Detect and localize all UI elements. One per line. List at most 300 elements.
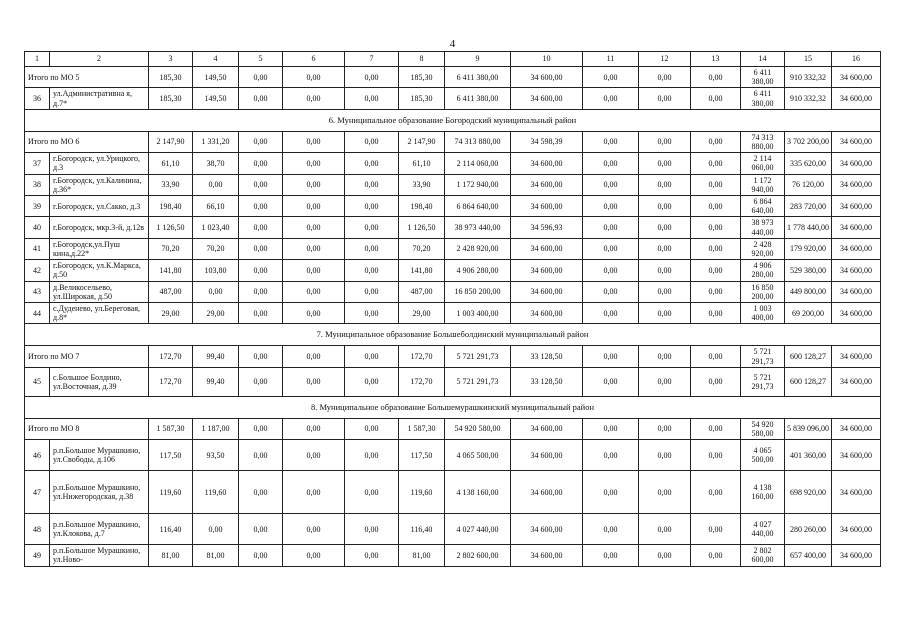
value-cell: 34 600,00	[511, 545, 583, 566]
value-cell: 29,00	[193, 303, 239, 324]
value-cell: 0,00	[583, 260, 639, 281]
column-number-header: 1	[25, 52, 50, 67]
total-value-cell: 0,00	[583, 346, 639, 367]
total-value-cell: 99,40	[193, 346, 239, 367]
row-number: 45	[25, 367, 50, 396]
total-value-cell: 910 332,32	[785, 67, 832, 88]
total-value-cell: 185,30	[149, 67, 193, 88]
column-number-header: 13	[691, 52, 741, 67]
value-cell: 38,70	[193, 153, 239, 174]
total-value-cell: 0,00	[691, 418, 741, 439]
value-cell: 1 126,50	[149, 217, 193, 238]
value-cell: 33,90	[149, 174, 193, 195]
value-cell: 69 200,00	[785, 303, 832, 324]
value-cell: 119,60	[399, 471, 445, 514]
row-number: 40	[25, 217, 50, 238]
total-value-cell: 74 313 880,00	[445, 131, 511, 152]
value-cell: 0,00	[239, 174, 283, 195]
building-address: г.Богородск, ул.Калинина, д.36*	[50, 174, 149, 195]
value-cell: 0,00	[345, 260, 399, 281]
value-cell: 34 600,00	[511, 303, 583, 324]
building-row	[25, 514, 881, 545]
value-cell: 0,00	[239, 471, 283, 514]
value-cell: 0,00	[583, 217, 639, 238]
total-value-cell: 34 600,00	[511, 67, 583, 88]
value-cell: 29,00	[149, 303, 193, 324]
value-cell: 0,00	[345, 196, 399, 217]
value-cell: 0,00	[639, 196, 691, 217]
value-cell: 0,00	[345, 174, 399, 195]
value-cell: 34 600,00	[832, 217, 881, 238]
municipality-total-row	[25, 346, 881, 367]
value-cell: 0,00	[345, 545, 399, 566]
value-cell: 119,60	[193, 471, 239, 514]
total-label: Итого по МО 6	[25, 131, 149, 152]
value-cell: 4 906 280,00	[741, 260, 785, 281]
building-address: р.п.Большое Мурашкино, ул.Нижегородская, д.38	[50, 471, 149, 514]
total-value-cell: 0,00	[583, 67, 639, 88]
building-row	[25, 196, 881, 217]
value-cell: 198,40	[149, 196, 193, 217]
value-cell: 0,00	[639, 281, 691, 302]
total-value-cell: 0,00	[239, 418, 283, 439]
value-cell: 0,00	[239, 153, 283, 174]
total-value-cell: 1 187,00	[193, 418, 239, 439]
total-value-cell: 172,70	[399, 346, 445, 367]
column-number-header: 14	[741, 52, 785, 67]
building-row	[25, 303, 881, 324]
column-number-header: 12	[639, 52, 691, 67]
value-cell: 81,00	[193, 545, 239, 566]
value-cell: 4 027 440,00	[741, 514, 785, 545]
value-cell: 1 172 940,00	[445, 174, 511, 195]
value-cell: 0,00	[583, 281, 639, 302]
value-cell: 0,00	[283, 303, 345, 324]
value-cell: 1 172 940,00	[741, 174, 785, 195]
column-number-header: 15	[785, 52, 832, 67]
value-cell: 2 114 060,00	[445, 153, 511, 174]
value-cell: 0,00	[239, 196, 283, 217]
value-cell: 34 600,00	[832, 471, 881, 514]
value-cell: 0,00	[691, 174, 741, 195]
row-number: 38	[25, 174, 50, 195]
value-cell: 0,00	[345, 471, 399, 514]
value-cell: 66,10	[193, 196, 239, 217]
value-cell: 2 802 600,00	[741, 545, 785, 566]
value-cell: 0,00	[193, 174, 239, 195]
column-number-header: 7	[345, 52, 399, 67]
value-cell: 0,00	[639, 153, 691, 174]
value-cell: 1 003 400,00	[445, 303, 511, 324]
value-cell: 0,00	[639, 260, 691, 281]
value-cell: 34 600,00	[832, 545, 881, 566]
value-cell: 1 023,40	[193, 217, 239, 238]
value-cell: 0,00	[239, 217, 283, 238]
total-value-cell: 0,00	[345, 418, 399, 439]
building-address: ул.Административна я, д.7*	[50, 88, 149, 109]
value-cell: 283 720,00	[785, 196, 832, 217]
building-address: р.п.Большое Мурашкино, ул.Ново-	[50, 545, 149, 566]
section-title: 8. Муниципальное образование Большемурашкинский муниципальный район	[25, 396, 881, 418]
total-value-cell: 1 587,30	[149, 418, 193, 439]
value-cell: 93,50	[193, 440, 239, 471]
total-value-cell: 34 600,00	[832, 346, 881, 367]
value-cell: 4 065 500,00	[445, 440, 511, 471]
value-cell: 1 003 400,00	[741, 303, 785, 324]
row-number: 41	[25, 238, 50, 259]
value-cell: 335 620,00	[785, 153, 832, 174]
value-cell: 34 600,00	[511, 174, 583, 195]
value-cell: 600 128,27	[785, 367, 832, 396]
building-row	[25, 88, 881, 109]
value-cell: 0,00	[691, 303, 741, 324]
total-value-cell: 3 702 200,00	[785, 131, 832, 152]
value-cell: 117,50	[149, 440, 193, 471]
row-number: 49	[25, 545, 50, 566]
value-cell: 76 120,00	[785, 174, 832, 195]
value-cell: 34 600,00	[832, 238, 881, 259]
value-cell: 0,00	[239, 514, 283, 545]
row-number: 42	[25, 260, 50, 281]
section-heading-row	[25, 396, 881, 418]
total-value-cell: 6 411 380,00	[445, 67, 511, 88]
total-value-cell: 0,00	[691, 67, 741, 88]
value-cell: 0,00	[583, 440, 639, 471]
value-cell: 0,00	[283, 260, 345, 281]
total-value-cell: 600 128,27	[785, 346, 832, 367]
value-cell: 0,00	[345, 88, 399, 109]
value-cell: 0,00	[345, 367, 399, 396]
row-number: 47	[25, 471, 50, 514]
total-value-cell: 0,00	[639, 131, 691, 152]
value-cell: 141,80	[399, 260, 445, 281]
total-value-cell: 0,00	[345, 67, 399, 88]
total-value-cell: 54 920 580,00	[741, 418, 785, 439]
total-value-cell: 33 128,50	[511, 346, 583, 367]
total-value-cell: 34 600,00	[832, 131, 881, 152]
value-cell: 6 411 380,00	[445, 88, 511, 109]
value-cell: 34 600,00	[832, 88, 881, 109]
building-row	[25, 217, 881, 238]
value-cell: 0,00	[283, 217, 345, 238]
building-row	[25, 545, 881, 566]
total-value-cell: 74 313 880,00	[741, 131, 785, 152]
value-cell: 117,50	[399, 440, 445, 471]
row-number: 43	[25, 281, 50, 302]
value-cell: 34 600,00	[832, 303, 881, 324]
total-value-cell: 5 721 291,73	[741, 346, 785, 367]
value-cell: 0,00	[583, 88, 639, 109]
value-cell: 185,30	[149, 88, 193, 109]
value-cell: 0,00	[691, 545, 741, 566]
value-cell: 61,10	[399, 153, 445, 174]
value-cell: 0,00	[345, 238, 399, 259]
value-cell: 16 850 200,00	[445, 281, 511, 302]
value-cell: 34 600,00	[511, 153, 583, 174]
value-cell: 0,00	[583, 174, 639, 195]
building-address: г.Богородск, ул.К.Маркса, д.50	[50, 260, 149, 281]
building-address: р.п.Большое Мурашкино, ул.Свободы, д.106	[50, 440, 149, 471]
row-number: 36	[25, 88, 50, 109]
building-row	[25, 281, 881, 302]
total-value-cell: 5 721 291,73	[445, 346, 511, 367]
value-cell: 0,00	[639, 367, 691, 396]
value-cell: 0,00	[691, 281, 741, 302]
value-cell: 1 778 440,00	[785, 217, 832, 238]
total-value-cell: 149,50	[193, 67, 239, 88]
total-value-cell: 0,00	[583, 131, 639, 152]
value-cell: 0,00	[345, 281, 399, 302]
value-cell: 0,00	[283, 88, 345, 109]
value-cell: 0,00	[583, 545, 639, 566]
value-cell: 34 600,00	[511, 88, 583, 109]
value-cell: 0,00	[239, 238, 283, 259]
value-cell: 34 600,00	[511, 440, 583, 471]
value-cell: 4 027 440,00	[445, 514, 511, 545]
value-cell: 0,00	[583, 303, 639, 324]
section-heading-row	[25, 324, 881, 346]
value-cell: 4 138 160,00	[445, 471, 511, 514]
total-value-cell: 6 411 380,00	[741, 67, 785, 88]
column-number-header: 10	[511, 52, 583, 67]
total-value-cell: 1 331,20	[193, 131, 239, 152]
value-cell: 198,40	[399, 196, 445, 217]
value-cell: 34 600,00	[511, 260, 583, 281]
value-cell: 0,00	[283, 281, 345, 302]
value-cell: 34 600,00	[511, 514, 583, 545]
municipality-total-row	[25, 67, 881, 88]
building-row	[25, 440, 881, 471]
value-cell: 70,20	[149, 238, 193, 259]
value-cell: 0,00	[345, 514, 399, 545]
total-label: Итого по МО 8	[25, 418, 149, 439]
value-cell: 34 600,00	[511, 281, 583, 302]
value-cell: 0,00	[639, 303, 691, 324]
value-cell: 0,00	[691, 260, 741, 281]
total-value-cell: 2 147,90	[399, 131, 445, 152]
value-cell: 0,00	[239, 281, 283, 302]
value-cell: 38 973 440,00	[445, 217, 511, 238]
value-cell: 0,00	[639, 440, 691, 471]
value-cell: 6 864 640,00	[741, 196, 785, 217]
value-cell: 38 973 440,00	[741, 217, 785, 238]
value-cell: 0,00	[239, 367, 283, 396]
total-value-cell: 34 600,00	[832, 67, 881, 88]
total-value-cell: 34 600,00	[832, 418, 881, 439]
value-cell: 529 380,00	[785, 260, 832, 281]
value-cell: 0,00	[583, 471, 639, 514]
value-cell: 34 600,00	[511, 238, 583, 259]
total-value-cell: 0,00	[345, 346, 399, 367]
value-cell: 0,00	[691, 153, 741, 174]
value-cell: 0,00	[239, 88, 283, 109]
total-value-cell: 0,00	[691, 346, 741, 367]
column-number-header: 6	[283, 52, 345, 67]
total-value-cell: 5 839 096,00	[785, 418, 832, 439]
value-cell: 0,00	[239, 545, 283, 566]
value-cell: 4 138 160,00	[741, 471, 785, 514]
value-cell: 141,80	[149, 260, 193, 281]
total-value-cell: 0,00	[583, 418, 639, 439]
building-row	[25, 238, 881, 259]
total-label: Итого по МО 7	[25, 346, 149, 367]
value-cell: 0,00	[239, 260, 283, 281]
total-value-cell: 0,00	[283, 131, 345, 152]
value-cell: 0,00	[691, 471, 741, 514]
total-value-cell: 0,00	[283, 67, 345, 88]
row-number: 48	[25, 514, 50, 545]
value-cell: 34 600,00	[511, 471, 583, 514]
building-row	[25, 367, 881, 396]
value-cell: 487,00	[149, 281, 193, 302]
value-cell: 34 600,00	[511, 196, 583, 217]
table-header-row	[25, 52, 881, 67]
total-value-cell: 34 600,00	[511, 418, 583, 439]
value-cell: 0,00	[583, 153, 639, 174]
value-cell: 401 360,00	[785, 440, 832, 471]
value-cell: 0,00	[345, 153, 399, 174]
value-cell: 0,00	[239, 440, 283, 471]
total-value-cell: 0,00	[239, 131, 283, 152]
total-value-cell: 0,00	[239, 346, 283, 367]
total-value-cell: 34 598,39	[511, 131, 583, 152]
row-number: 44	[25, 303, 50, 324]
value-cell: 70,20	[399, 238, 445, 259]
value-cell: 2 802 600,00	[445, 545, 511, 566]
value-cell: 2 114 060,00	[741, 153, 785, 174]
value-cell: 0,00	[691, 367, 741, 396]
value-cell: 81,00	[149, 545, 193, 566]
total-value-cell: 0,00	[283, 418, 345, 439]
value-cell: 449 800,00	[785, 281, 832, 302]
value-cell: 0,00	[639, 514, 691, 545]
value-cell: 0,00	[583, 514, 639, 545]
value-cell: 280 260,00	[785, 514, 832, 545]
building-address: с.Дуденево, ул.Береговая, д.8*	[50, 303, 149, 324]
value-cell: 910 332,32	[785, 88, 832, 109]
municipality-total-row	[25, 131, 881, 152]
value-cell: 0,00	[193, 514, 239, 545]
value-cell: 179 920,00	[785, 238, 832, 259]
value-cell: 0,00	[639, 174, 691, 195]
total-value-cell: 0,00	[691, 131, 741, 152]
value-cell: 0,00	[583, 196, 639, 217]
column-number-header: 2	[50, 52, 149, 67]
value-cell: 34 600,00	[832, 367, 881, 396]
value-cell: 149,50	[193, 88, 239, 109]
value-cell: 487,00	[399, 281, 445, 302]
value-cell: 4 065 500,00	[741, 440, 785, 471]
building-address: с.Большое Болдино, ул.Восточная, д.39	[50, 367, 149, 396]
building-address: д.Великосельево, ул.Широкая, д.50	[50, 281, 149, 302]
total-value-cell: 172,70	[149, 346, 193, 367]
value-cell: 0,00	[193, 281, 239, 302]
value-cell: 34 600,00	[832, 281, 881, 302]
value-cell: 34 600,00	[832, 514, 881, 545]
value-cell: 33,90	[399, 174, 445, 195]
value-cell: 0,00	[639, 471, 691, 514]
value-cell: 34 600,00	[832, 440, 881, 471]
value-cell: 0,00	[345, 440, 399, 471]
value-cell: 103,80	[193, 260, 239, 281]
section-heading-row	[25, 109, 881, 131]
value-cell: 0,00	[639, 545, 691, 566]
building-row	[25, 174, 881, 195]
row-number: 39	[25, 196, 50, 217]
total-value-cell: 1 587,30	[399, 418, 445, 439]
building-address: г.Богородск, мкр.3-й, д.12в	[50, 217, 149, 238]
total-value-cell: 0,00	[345, 131, 399, 152]
total-value-cell: 0,00	[639, 67, 691, 88]
value-cell: 29,00	[399, 303, 445, 324]
value-cell: 6 411 380,00	[741, 88, 785, 109]
value-cell: 0,00	[283, 545, 345, 566]
section-title: 6. Муниципальное образование Богородский муниципальный район	[25, 109, 881, 131]
building-row	[25, 260, 881, 281]
value-cell: 4 906 280,00	[445, 260, 511, 281]
building-address: г.Богородск, ул.Сакко, д.3	[50, 196, 149, 217]
value-cell: 99,40	[193, 367, 239, 396]
value-cell: 172,70	[399, 367, 445, 396]
value-cell: 657 400,00	[785, 545, 832, 566]
value-cell: 698 920,00	[785, 471, 832, 514]
value-cell: 119,60	[149, 471, 193, 514]
value-cell: 33 128,50	[511, 367, 583, 396]
total-value-cell: 0,00	[639, 346, 691, 367]
value-cell: 0,00	[639, 238, 691, 259]
value-cell: 0,00	[691, 217, 741, 238]
value-cell: 5 721 291,73	[445, 367, 511, 396]
value-cell: 0,00	[639, 88, 691, 109]
housing-program-table	[24, 51, 881, 567]
column-number-header: 8	[399, 52, 445, 67]
value-cell: 2 428 920,00	[445, 238, 511, 259]
building-row	[25, 471, 881, 514]
municipality-total-row	[25, 418, 881, 439]
total-value-cell: 185,30	[399, 67, 445, 88]
value-cell: 34 596,93	[511, 217, 583, 238]
value-cell: 0,00	[345, 303, 399, 324]
column-number-header: 16	[832, 52, 881, 67]
value-cell: 1 126,50	[399, 217, 445, 238]
building-address: г.Богородск, ул.Урицкого, д.3	[50, 153, 149, 174]
value-cell: 0,00	[239, 303, 283, 324]
value-cell: 34 600,00	[832, 174, 881, 195]
column-number-header: 3	[149, 52, 193, 67]
total-label: Итого по МО 5	[25, 67, 149, 88]
value-cell: 0,00	[345, 217, 399, 238]
column-number-header: 4	[193, 52, 239, 67]
value-cell: 0,00	[283, 174, 345, 195]
value-cell: 61,10	[149, 153, 193, 174]
value-cell: 34 600,00	[832, 196, 881, 217]
value-cell: 0,00	[583, 367, 639, 396]
page-number: 4	[449, 38, 456, 50]
value-cell: 5 721 291,73	[741, 367, 785, 396]
section-title: 7. Муниципальное образование Большеболдинский муниципальный район	[25, 324, 881, 346]
value-cell: 0,00	[283, 367, 345, 396]
value-cell: 0,00	[283, 153, 345, 174]
value-cell: 185,30	[399, 88, 445, 109]
value-cell: 0,00	[639, 217, 691, 238]
value-cell: 0,00	[283, 440, 345, 471]
total-value-cell: 0,00	[283, 346, 345, 367]
value-cell: 0,00	[691, 196, 741, 217]
value-cell: 0,00	[691, 238, 741, 259]
value-cell: 34 600,00	[832, 260, 881, 281]
value-cell: 0,00	[583, 238, 639, 259]
row-number: 37	[25, 153, 50, 174]
